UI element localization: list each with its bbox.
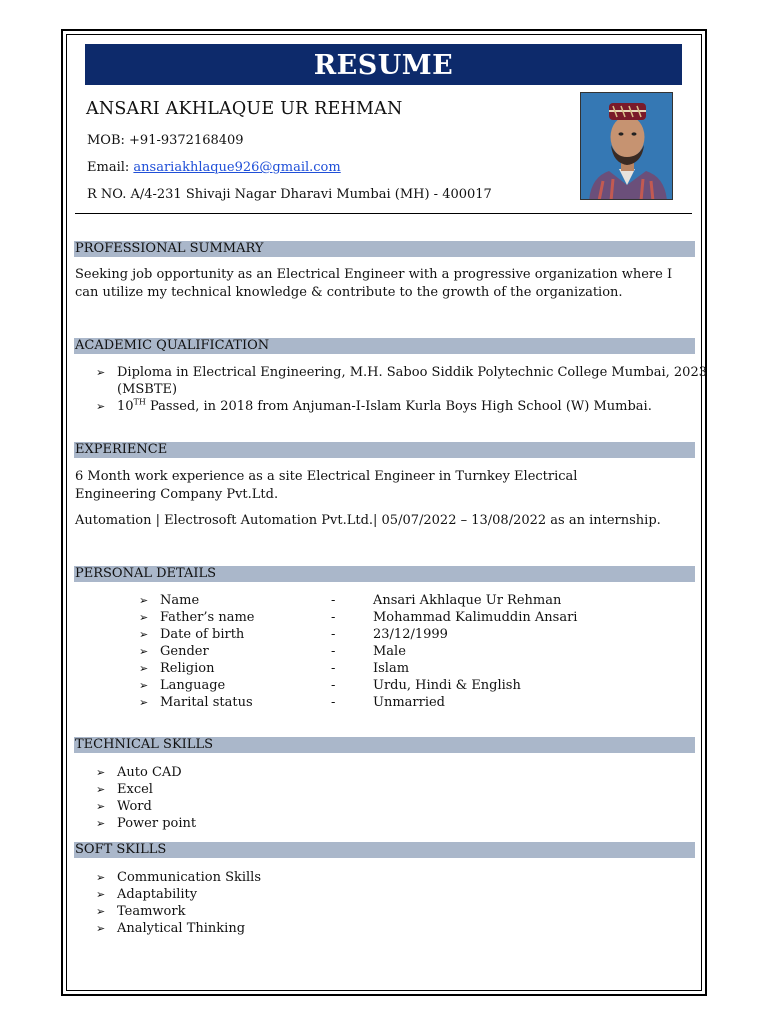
detail-value: Unmarried xyxy=(373,695,446,710)
personal-detail-row xyxy=(139,609,639,626)
skill-label: Communication Skills xyxy=(117,870,262,885)
detail-label: Language xyxy=(160,678,226,693)
arrow-bullet-icon: ➢ xyxy=(96,905,106,918)
detail-separator: - xyxy=(331,661,336,676)
arrow-bullet-icon: ➢ xyxy=(139,628,149,641)
profile-photo xyxy=(580,92,673,200)
arrow-bullet-icon: ➢ xyxy=(96,766,106,779)
arrow-bullet-icon: ➢ xyxy=(96,783,106,796)
personal-detail-row xyxy=(139,677,639,694)
address: R NO. A/4-231 Shivaji Nagar Dharavi Mumbai (MH) - 400017 xyxy=(87,187,492,202)
detail-value: Urdu, Hindi & English xyxy=(373,678,521,693)
arrow-bullet-icon: ➢ xyxy=(96,922,106,935)
summary-text: Seeking job opportunity as an Electrical Engineer with a progressive organization where I can utilize my technical knowledge & contribute to the growth of the organization. xyxy=(75,267,673,300)
detail-label: Father’s name xyxy=(160,610,255,625)
arrow-bullet-icon: ➢ xyxy=(96,871,106,884)
arrow-bullet-icon: ➢ xyxy=(139,645,149,658)
skill-label: Power point xyxy=(117,816,197,831)
detail-separator: - xyxy=(331,610,336,625)
section-heading-academic: ACADEMIC QUALIFICATION xyxy=(74,338,695,354)
arrow-bullet-icon: ➢ xyxy=(139,662,149,675)
detail-label: Marital status xyxy=(160,695,253,710)
detail-value: Mohammad Kalimuddin Ansari xyxy=(373,610,578,625)
skill-label: Analytical Thinking xyxy=(117,921,246,936)
email-link[interactable]: ansariakhlaque926@gmail.com xyxy=(133,160,341,175)
arrow-bullet-icon: ➢ xyxy=(139,679,149,692)
arrow-bullet-icon: ➢ xyxy=(96,366,106,379)
section-heading-soft: SOFT SKILLS xyxy=(74,842,695,858)
candidate-name: ANSARI AKHLAQUE UR REHMAN xyxy=(86,99,403,119)
detail-separator: - xyxy=(331,678,336,693)
detail-value: Islam xyxy=(373,661,410,676)
detail-label: Gender xyxy=(160,644,209,659)
personal-detail-row xyxy=(139,592,639,609)
personal-detail-row xyxy=(139,626,639,643)
skill-label: Word xyxy=(117,799,152,814)
experience-line-2: Automation | Electrosoft Automation Pvt.Ltd.| 05/07/2022 – 13/08/2022 as an internship. xyxy=(75,513,661,528)
skill-label: Teamwork xyxy=(117,904,186,919)
detail-separator: - xyxy=(331,644,336,659)
detail-label: Name xyxy=(160,593,200,608)
experience-line-1: 6 Month work experience as a site Electrical Engineer in Turnkey Electrical Engineering Company Pvt.Ltd. xyxy=(75,469,578,502)
email-label: Email: xyxy=(87,160,134,175)
section-heading-experience: EXPERIENCE xyxy=(74,442,695,458)
arrow-bullet-icon: ➢ xyxy=(96,800,106,813)
personal-detail-row xyxy=(139,660,639,677)
personal-detail-row xyxy=(139,694,639,711)
detail-value: Male xyxy=(373,644,406,659)
section-heading-technical: TECHNICAL SKILLS xyxy=(74,737,695,753)
resume-title: RESUME xyxy=(85,44,682,85)
detail-separator: - xyxy=(331,695,336,710)
arrow-bullet-icon: ➢ xyxy=(139,594,149,607)
detail-value: Ansari Akhlaque Ur Rehman xyxy=(373,593,562,608)
detail-label: Date of birth xyxy=(160,627,245,642)
detail-separator: - xyxy=(331,593,336,608)
detail-value: 23/12/1999 xyxy=(373,627,448,642)
skill-label: Adaptability xyxy=(117,887,198,902)
arrow-bullet-icon: ➢ xyxy=(139,696,149,709)
arrow-bullet-icon: ➢ xyxy=(96,400,106,413)
arrow-bullet-icon: ➢ xyxy=(96,888,106,901)
header-divider xyxy=(75,213,692,214)
section-heading-summary: PROFESSIONAL SUMMARY xyxy=(74,241,695,257)
skill-label: Excel xyxy=(117,782,153,797)
arrow-bullet-icon: ➢ xyxy=(139,611,149,624)
mobile-number: MOB: +91-9372168409 xyxy=(87,133,244,148)
email-line xyxy=(87,160,341,175)
section-heading-personal: PERSONAL DETAILS xyxy=(74,566,695,582)
skill-label: Auto CAD xyxy=(117,765,182,780)
arrow-bullet-icon: ➢ xyxy=(96,817,106,830)
detail-label: Religion xyxy=(160,661,215,676)
detail-separator: - xyxy=(331,627,336,642)
portrait-image xyxy=(581,93,673,200)
personal-detail-row xyxy=(139,643,639,660)
